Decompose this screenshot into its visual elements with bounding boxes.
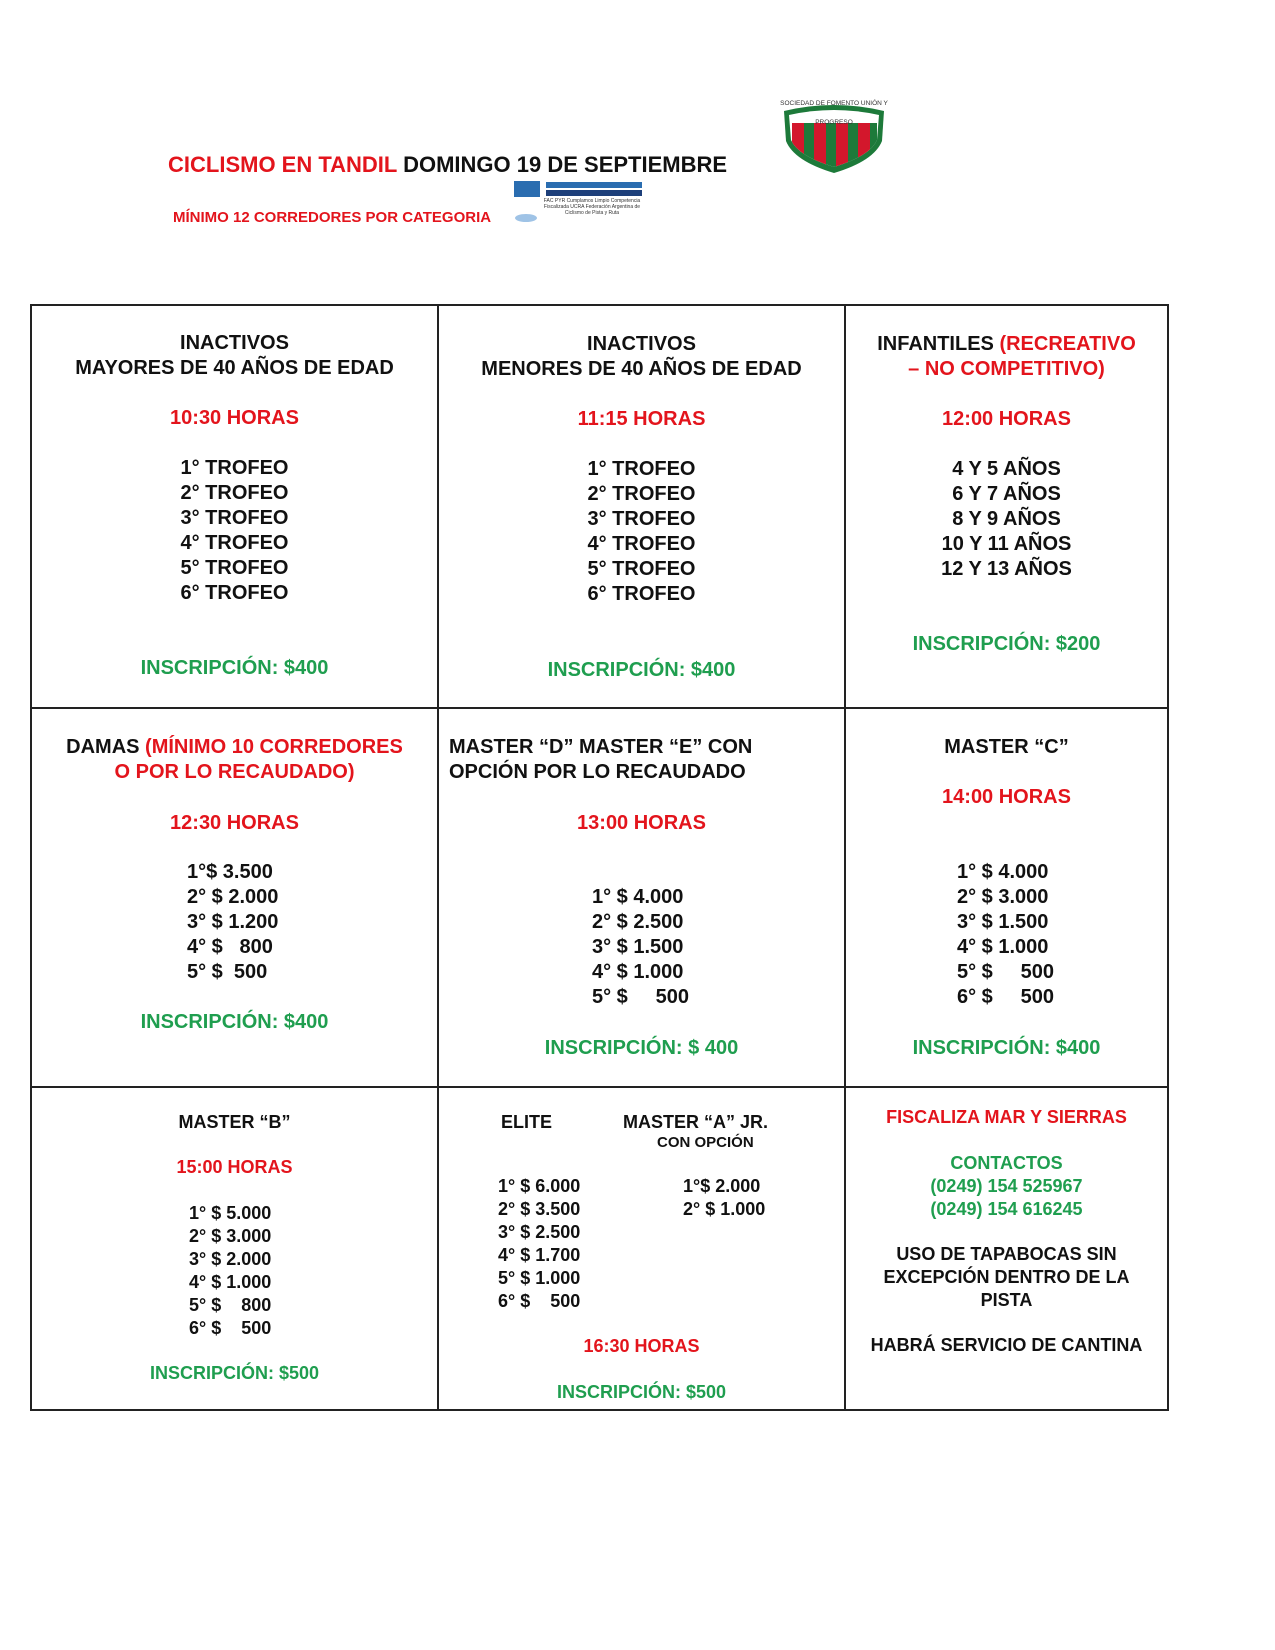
list-item: 2° $ 3.000 bbox=[957, 886, 1049, 908]
list-item: (0249) 154 525967 bbox=[930, 1176, 1083, 1196]
list-item: 6 Y 7 AÑOS bbox=[952, 483, 1061, 505]
row-divider bbox=[30, 707, 1169, 709]
prize-list-elite bbox=[498, 1175, 580, 1313]
category-title bbox=[31, 735, 438, 785]
prize-list bbox=[592, 885, 689, 1010]
category-title bbox=[845, 332, 1168, 382]
title-line: OPCIÓN POR LO RECAUDADO bbox=[449, 761, 746, 783]
list-item: 2° $ 2.500 bbox=[592, 911, 684, 933]
start-time: 16:30 HORAS bbox=[583, 1336, 700, 1356]
list-item: 1° $ 6.000 bbox=[498, 1176, 581, 1196]
list-item: 1° $ 4.000 bbox=[592, 886, 684, 908]
prize-list bbox=[189, 1202, 271, 1340]
title-line: MENORES DE 40 AÑOS DE EDAD bbox=[481, 358, 802, 380]
club-logo-text: SOCIEDAD DE FOMENTO UNIÓN Y PROGRESO bbox=[780, 100, 888, 126]
list-item: 2° $ 3.500 bbox=[498, 1199, 581, 1219]
list-item: (0249) 154 616245 bbox=[930, 1199, 1083, 1219]
list-item: 4° TROFEO bbox=[180, 532, 289, 554]
start-time: 11:15 HORAS bbox=[577, 408, 706, 430]
title-black: DAMAS bbox=[66, 736, 140, 758]
list-item: PISTA bbox=[980, 1290, 1033, 1310]
title-black: INFANTILES bbox=[877, 333, 994, 355]
entry-fee: INSCRIPCIÓN: $500 bbox=[149, 1363, 320, 1383]
list-item: 4° $ 800 bbox=[187, 936, 273, 958]
list-item: 3° $ 1.200 bbox=[187, 911, 279, 933]
start-time: 15:00 HORAS bbox=[176, 1157, 293, 1177]
list-item: 2° TROFEO bbox=[180, 482, 289, 504]
master-a-subtitle: CON OPCIÓN bbox=[657, 1134, 754, 1151]
list-item: 5° $ 1.000 bbox=[498, 1268, 581, 1288]
list-item: 4° $ 1.000 bbox=[592, 961, 684, 983]
list-item: 8 Y 9 AÑOS bbox=[952, 508, 1061, 530]
prize-list bbox=[957, 860, 1054, 1010]
category-title bbox=[449, 735, 752, 785]
row-divider bbox=[30, 1086, 1169, 1088]
category-title: MASTER “B” bbox=[178, 1112, 291, 1132]
prize-list bbox=[187, 860, 278, 985]
title-red: CICLISMO EN TANDIL bbox=[168, 152, 397, 177]
list-item: 5° $ 800 bbox=[189, 1295, 272, 1315]
category-title bbox=[31, 331, 438, 381]
list-item: 5° $ 500 bbox=[592, 986, 689, 1008]
age-list bbox=[845, 457, 1168, 582]
list-item: 6° $ 500 bbox=[189, 1318, 272, 1338]
category-title-master-a: MASTER “A” JR. bbox=[623, 1112, 769, 1132]
table-border-top bbox=[30, 304, 1169, 306]
entry-fee: INSCRIPCIÓN: $ 400 bbox=[544, 1037, 739, 1059]
entry-fee: INSCRIPCIÓN: $500 bbox=[556, 1382, 727, 1402]
list-item: 5° TROFEO bbox=[587, 558, 696, 580]
entry-fee: INSCRIPCIÓN: $200 bbox=[912, 633, 1101, 655]
list-item: 2° $ 3.000 bbox=[189, 1226, 272, 1246]
list-item: 3° $ 1.500 bbox=[592, 936, 684, 958]
list-item: 4 Y 5 AÑOS bbox=[952, 458, 1061, 480]
list-item: 4° $ 1.700 bbox=[498, 1245, 581, 1265]
list-item: 1° TROFEO bbox=[180, 457, 289, 479]
fiscaliza-note: FISCALIZA MAR Y SIERRAS bbox=[886, 1107, 1127, 1127]
list-item: 3° $ 2.500 bbox=[498, 1222, 581, 1242]
list-item: USO DE TAPABOCAS SIN bbox=[896, 1244, 1117, 1264]
list-item: 6° $ 500 bbox=[498, 1291, 581, 1311]
list-item: 3° TROFEO bbox=[180, 507, 289, 529]
title-note: (MÍNIMO 10 CORREDORES bbox=[145, 736, 403, 758]
list-item: 2° TROFEO bbox=[587, 483, 696, 505]
start-time: 14:00 HORAS bbox=[942, 786, 1071, 808]
list-item: 3° $ 1.500 bbox=[957, 911, 1049, 933]
list-item: 6° TROFEO bbox=[180, 582, 289, 604]
category-title-elite: ELITE bbox=[501, 1112, 553, 1132]
table-border-bottom bbox=[30, 1409, 1169, 1411]
list-item: 6° TROFEO bbox=[587, 583, 696, 605]
prize-list-master-a bbox=[683, 1175, 765, 1221]
entry-fee: INSCRIPCIÓN: $400 bbox=[547, 659, 736, 681]
list-item: 6° $ 500 bbox=[957, 986, 1054, 1008]
title-line: MAYORES DE 40 AÑOS DE EDAD bbox=[75, 357, 394, 379]
prize-list bbox=[31, 456, 438, 606]
start-time: 12:00 HORAS bbox=[942, 408, 1071, 430]
phone-list bbox=[845, 1175, 1168, 1221]
list-item: 1° $ 5.000 bbox=[189, 1203, 272, 1223]
entry-fee: INSCRIPCIÓN: $400 bbox=[140, 657, 329, 679]
list-item: 1° $ 4.000 bbox=[957, 861, 1049, 883]
entry-fee: INSCRIPCIÓN: $400 bbox=[140, 1011, 329, 1033]
title-line: MASTER “D” MASTER “E” CON bbox=[449, 736, 753, 758]
title-note: O POR LO RECAUDADO) bbox=[114, 761, 355, 783]
start-time: 13:00 HORAS bbox=[577, 812, 706, 834]
list-item: 2° $ 2.000 bbox=[187, 886, 279, 908]
fac-pyr-logo bbox=[512, 180, 646, 224]
mask-notice bbox=[845, 1243, 1168, 1312]
list-item: 3° $ 2.000 bbox=[189, 1249, 272, 1269]
list-item: 5° TROFEO bbox=[180, 557, 289, 579]
subtitle: MÍNIMO 12 CORREDORES POR CATEGORIA bbox=[173, 209, 492, 226]
title-note: – NO COMPETITIVO) bbox=[908, 358, 1105, 380]
category-title: MASTER “C” bbox=[944, 736, 1069, 758]
list-item: 1°$ 3.500 bbox=[187, 861, 273, 883]
list-item: 5° $ 500 bbox=[187, 961, 268, 983]
list-item: 1° TROFEO bbox=[587, 458, 696, 480]
list-item: 1°$ 2.000 bbox=[683, 1176, 761, 1196]
list-item: 3° TROFEO bbox=[587, 508, 696, 530]
title-note: (RECREATIVO bbox=[999, 333, 1136, 355]
entry-fee: INSCRIPCIÓN: $400 bbox=[912, 1037, 1101, 1059]
page-title bbox=[168, 152, 727, 178]
list-item: 4° $ 1.000 bbox=[189, 1272, 272, 1292]
contacts-label: CONTACTOS bbox=[950, 1153, 1063, 1173]
start-time: 10:30 HORAS bbox=[170, 407, 299, 429]
list-item: EXCEPCIÓN DENTRO DE LA bbox=[883, 1267, 1130, 1287]
cantina-notice: HABRÁ SERVICIO DE CANTINA bbox=[870, 1335, 1143, 1355]
title-line: INACTIVOS bbox=[180, 332, 289, 354]
title-date: DOMINGO 19 DE SEPTIEMBRE bbox=[403, 152, 728, 177]
list-item: 4° $ 1.000 bbox=[957, 936, 1049, 958]
list-item: 2° $ 1.000 bbox=[683, 1199, 766, 1219]
list-item: 5° $ 500 bbox=[957, 961, 1054, 983]
title-line: INACTIVOS bbox=[587, 333, 696, 355]
list-item: 10 Y 11 AÑOS bbox=[941, 533, 1072, 555]
list-item: 12 Y 13 AÑOS bbox=[941, 558, 1072, 580]
prize-list bbox=[438, 457, 845, 607]
club-shield-logo bbox=[778, 93, 890, 175]
start-time: 12:30 HORAS bbox=[170, 812, 299, 834]
list-item: 4° TROFEO bbox=[587, 533, 696, 555]
category-title bbox=[438, 332, 845, 382]
fac-logo-text: FAC PYR Cumplamos Limpio Competencia Fiscalizada UCRA Federación Argentina de Ciclismo de Pista y Ruta bbox=[543, 198, 641, 216]
